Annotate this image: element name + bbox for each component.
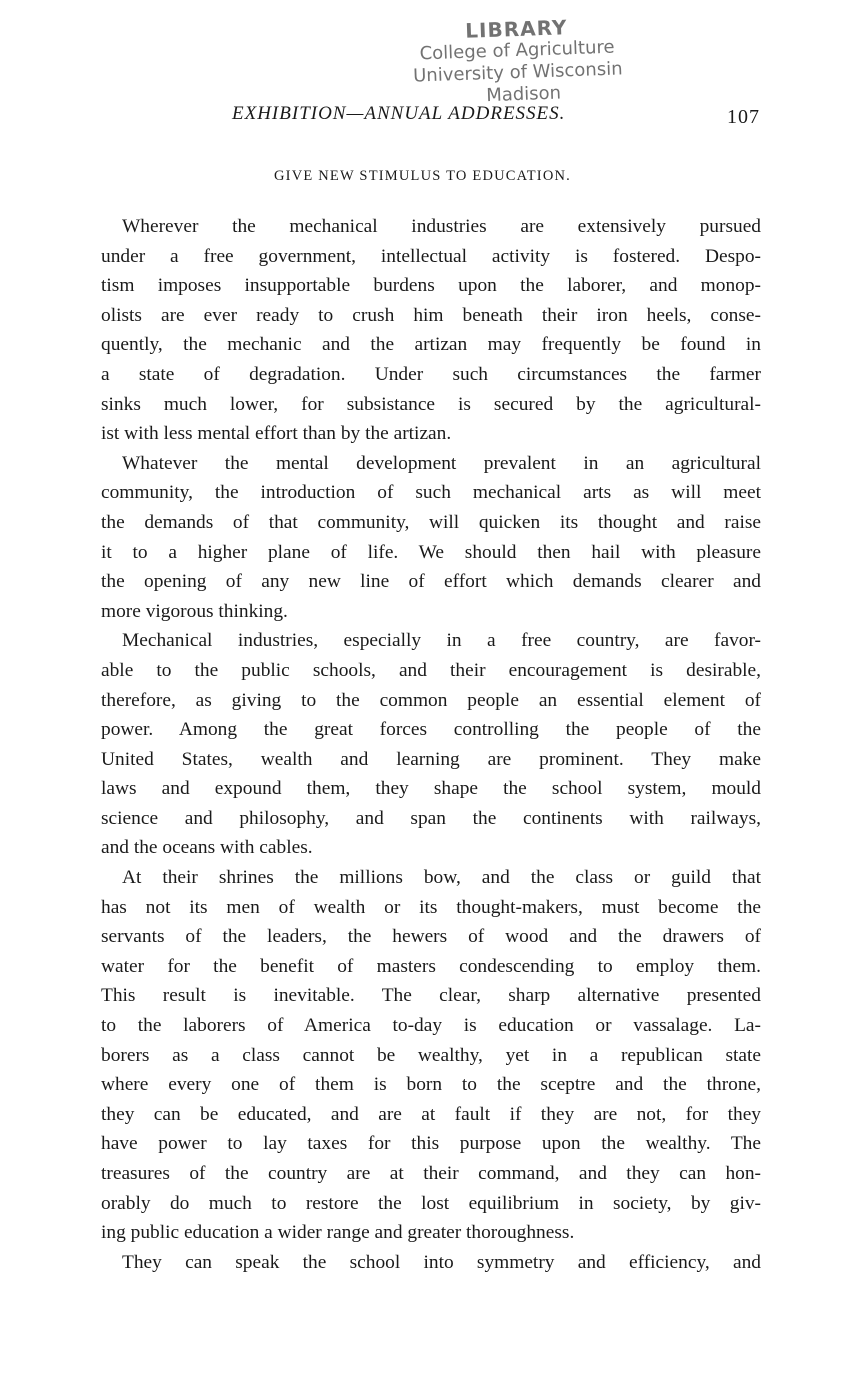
text-line: quently, the mechanic and the artizan may frequently be found in — [101, 334, 761, 356]
text-line: At their shrines the millions bow, and the class or guild that — [122, 867, 761, 889]
text-line: where every one of them is born to the sceptre and the throne, — [101, 1074, 761, 1096]
text-line: olists are ever ready to crush him beneath their iron heels, conse- — [101, 304, 761, 326]
stamp-line-library: LIBRARY — [464, 15, 568, 43]
paragraph-3 — [101, 626, 761, 863]
text-line: This result is inevitable. The clear, sharp alternative presented — [101, 985, 761, 1007]
body-text — [101, 212, 761, 1277]
text-line: a state of degradation. Under such circumstances the farmer — [101, 363, 761, 385]
text-line: Whatever the mental development prevalent in an agricultural — [122, 452, 761, 474]
text-line: power. Among the great forces controlling the people of the — [101, 719, 761, 741]
stamp-line-college: College of Agriculture — [419, 36, 615, 65]
text-line: has not its men of wealth or its thought-makers, must become the — [101, 896, 761, 918]
text-line: have power to lay taxes for this purpose upon the wealthy. The — [101, 1133, 761, 1155]
text-line: United States, wealth and learning are prominent. They make — [101, 748, 761, 770]
text-line: the demands of that community, will quicken its thought and raise — [101, 511, 761, 533]
text-line: water for the benefit of masters condescending to employ them. — [101, 955, 761, 977]
text-line: ing public education a wider range and greater thoroughness. — [101, 1222, 575, 1244]
text-line: servants of the leaders, the hewers of wood and the drawers of — [101, 926, 761, 948]
paragraph-4 — [101, 863, 761, 1248]
text-line: treasures of the country are at their command, and they can hon- — [101, 1163, 761, 1184]
text-line: therefore, as giving to the common people an essential element of — [101, 689, 761, 711]
text-line: ist with less mental effort than by the artizan. — [101, 423, 452, 445]
stamp-line-university: University of Wisconsin — [412, 58, 623, 87]
text-line: laws and expound them, they shape the school system, mould — [101, 778, 761, 800]
paragraph-5 — [101, 1248, 761, 1278]
text-line: more vigorous thinking. — [101, 600, 288, 622]
text-line: orably do much to restore the lost equilibrium in society, by giv- — [101, 1192, 761, 1214]
text-line: the opening of any new line of effort which demands clearer and — [101, 571, 761, 593]
library-stamp — [379, 13, 657, 111]
text-line: tism imposes insupportable burdens upon the laborer, and monop- — [101, 275, 761, 297]
running-head: EXHIBITION—ANNUAL ADDRESSES. — [232, 103, 566, 124]
text-line: they can be educated, and are at fault if they are not, for they — [101, 1103, 761, 1125]
text-line: They can speak the school into symmetry and efficiency, and — [122, 1251, 761, 1273]
section-title: GIVE NEW STIMULUS TO EDUCATION. — [274, 168, 571, 184]
text-line: community, the introduction of such mechanical arts as will meet — [101, 482, 761, 504]
text-line: and the oceans with cables. — [101, 837, 313, 859]
stamp-line-city: Madison — [485, 82, 562, 107]
text-line: borers as a class cannot be wealthy, yet in a republican state — [101, 1044, 761, 1066]
text-line: sinks much lower, for subsistance is secured by the agricultural- — [101, 393, 761, 415]
text-line: to the laborers of America to-day is education or vassalage. La- — [101, 1015, 761, 1037]
text-line: under a free government, intellectual activity is fostered. Despo- — [101, 245, 761, 267]
text-line: it to a higher plane of life. We should then hail with pleasure — [101, 541, 761, 563]
text-line: Wherever the mechanical industries are extensively pursued — [122, 216, 761, 237]
text-line: Mechanical industries, especially in a free country, are favor- — [122, 630, 761, 652]
text-line: able to the public schools, and their encouragement is desirable, — [101, 659, 761, 681]
paragraph-1 — [101, 212, 761, 449]
paragraph-2 — [101, 449, 761, 627]
text-line: science and philosophy, and span the continents with railways, — [101, 807, 761, 829]
page-number: 107 — [727, 106, 760, 128]
